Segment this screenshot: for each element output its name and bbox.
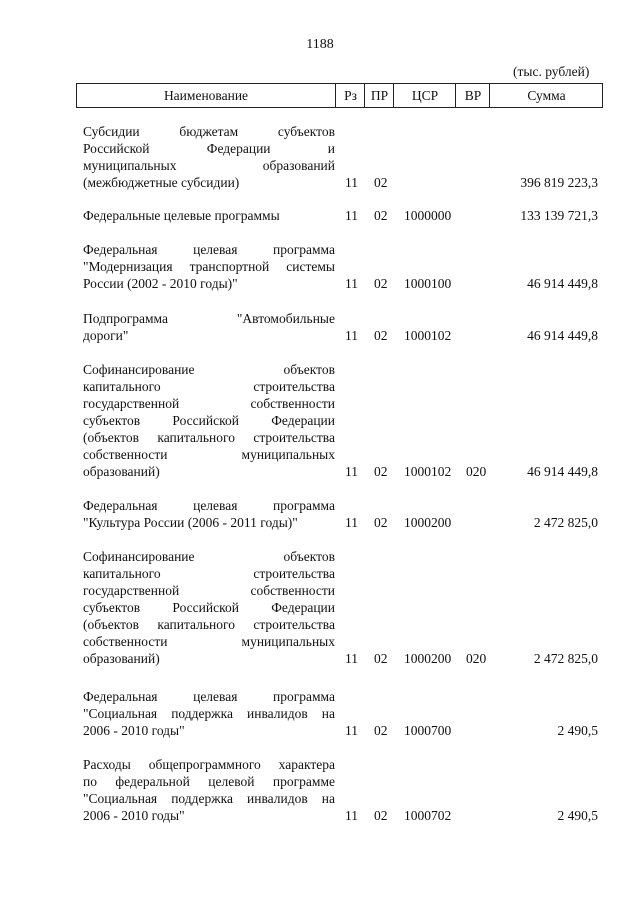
row-name-line: государственной собственности	[83, 396, 335, 411]
header-name: Наименование	[163, 88, 249, 103]
table-row	[0, 207, 640, 224]
row-csr: 1000100	[404, 276, 452, 291]
row-name	[83, 361, 335, 480]
header-rz: Рз	[335, 84, 365, 107]
row-name	[83, 123, 335, 191]
row-sum: 46 914 449,8	[527, 464, 598, 479]
row-name-line: 2006 - 2010 годы"	[83, 723, 185, 738]
row-name-line: Федеральные целевые программы	[83, 208, 280, 223]
row-sum: 396 819 223,3	[520, 175, 598, 190]
row-pr: 02	[374, 464, 388, 479]
row-csr: 1000700	[404, 723, 452, 738]
row-name-line: капитального строительства	[83, 379, 335, 394]
row-rz: 11	[345, 276, 358, 291]
row-name-line: субъектов Российской Федерации	[83, 413, 335, 428]
row-name-line: Софинансирование объектов	[83, 549, 335, 564]
row-name-line: собственности муниципальных	[83, 447, 335, 462]
row-csr: 1000200	[404, 515, 452, 530]
row-name-line: образований)	[83, 651, 160, 666]
row-rz: 11	[345, 464, 358, 479]
row-name	[83, 756, 335, 824]
row-name-line: муниципальных образований	[83, 158, 335, 173]
table-header	[76, 83, 603, 108]
row-name-line: Субсидии бюджетам субъектов	[83, 124, 335, 139]
row-rz: 11	[345, 651, 358, 666]
units-label: (тыс. рублей)	[513, 64, 590, 79]
row-name-line: образований)	[83, 464, 160, 479]
table-row	[0, 310, 640, 344]
row-name-line: по федеральной целевой программе	[83, 774, 335, 789]
table-row	[0, 497, 640, 531]
table-row	[0, 548, 640, 667]
row-name-line: "Социальная поддержка инвалидов на	[83, 791, 335, 806]
table-row	[0, 123, 640, 191]
row-name	[83, 548, 335, 667]
row-csr: 1000102	[404, 464, 452, 479]
table-row	[0, 241, 640, 292]
row-rz: 11	[345, 328, 358, 343]
row-name-line: Софинансирование объектов	[83, 362, 335, 377]
table-row	[0, 361, 640, 480]
row-name-line: (объектов капитального строительства	[83, 617, 335, 632]
row-name-line: "Социальная поддержка инвалидов на	[83, 706, 335, 721]
row-sum: 2 490,5	[557, 808, 598, 823]
row-name-line: Подпрограмма "Автомобильные	[83, 311, 335, 326]
row-sum: 133 139 721,3	[520, 208, 598, 223]
row-name-line: собственности муниципальных	[83, 634, 335, 649]
row-name	[83, 497, 335, 531]
row-name-line: "Культура России (2006 - 2011 годы)"	[83, 515, 298, 530]
row-rz: 11	[345, 175, 358, 190]
table-row	[0, 688, 640, 739]
row-name-line: Российской Федерации и	[83, 141, 335, 156]
row-rz: 11	[345, 208, 358, 223]
row-sum: 46 914 449,8	[527, 276, 598, 291]
row-pr: 02	[374, 515, 388, 530]
row-rz: 11	[345, 723, 358, 738]
header-csr: ЦСР	[393, 84, 456, 107]
row-name-line: (межбюджетные субсидии)	[83, 175, 240, 190]
page-number: 1188	[306, 37, 334, 52]
row-csr: 1000102	[404, 328, 452, 343]
header-pr: ПР	[364, 84, 394, 107]
row-name	[83, 688, 335, 739]
row-pr: 02	[374, 808, 388, 823]
row-name-line: Федеральная целевая программа	[83, 242, 335, 257]
row-name-line: Федеральная целевая программа	[83, 498, 335, 513]
row-pr: 02	[374, 328, 388, 343]
row-name-line: Расходы общепрограммного характера	[83, 757, 335, 772]
row-pr: 02	[374, 175, 388, 190]
row-csr: 1000000	[404, 208, 452, 223]
row-sum: 46 914 449,8	[527, 328, 598, 343]
row-name-line: субъектов Российской Федерации	[83, 600, 335, 615]
row-name-line: дороги"	[83, 328, 129, 343]
row-name-line: (объектов капитального строительства	[83, 430, 335, 445]
row-pr: 02	[374, 276, 388, 291]
row-name-line: России (2002 - 2010 годы)"	[83, 276, 238, 291]
row-name	[83, 207, 335, 224]
row-pr: 02	[374, 723, 388, 738]
row-pr: 02	[374, 208, 388, 223]
row-rz: 11	[345, 808, 358, 823]
row-name-line: Федеральная целевая программа	[83, 689, 335, 704]
row-vr: 020	[466, 464, 487, 479]
row-name-line: 2006 - 2010 годы"	[83, 808, 185, 823]
row-name-line: "Модернизация транспортной системы	[83, 259, 335, 274]
header-sum: Сумма	[489, 84, 603, 107]
row-sum: 2 490,5	[557, 723, 598, 738]
row-sum: 2 472 825,0	[533, 515, 598, 530]
row-csr: 1000702	[404, 808, 452, 823]
row-sum: 2 472 825,0	[533, 651, 598, 666]
row-vr: 020	[466, 651, 487, 666]
row-rz: 11	[345, 515, 358, 530]
row-name	[83, 241, 335, 292]
table-row	[0, 756, 640, 824]
row-pr: 02	[374, 651, 388, 666]
row-csr: 1000200	[404, 651, 452, 666]
row-name	[83, 310, 335, 344]
header-vr: ВР	[455, 84, 490, 107]
row-name-line: капитального строительства	[83, 566, 335, 581]
row-name-line: государственной собственности	[83, 583, 335, 598]
